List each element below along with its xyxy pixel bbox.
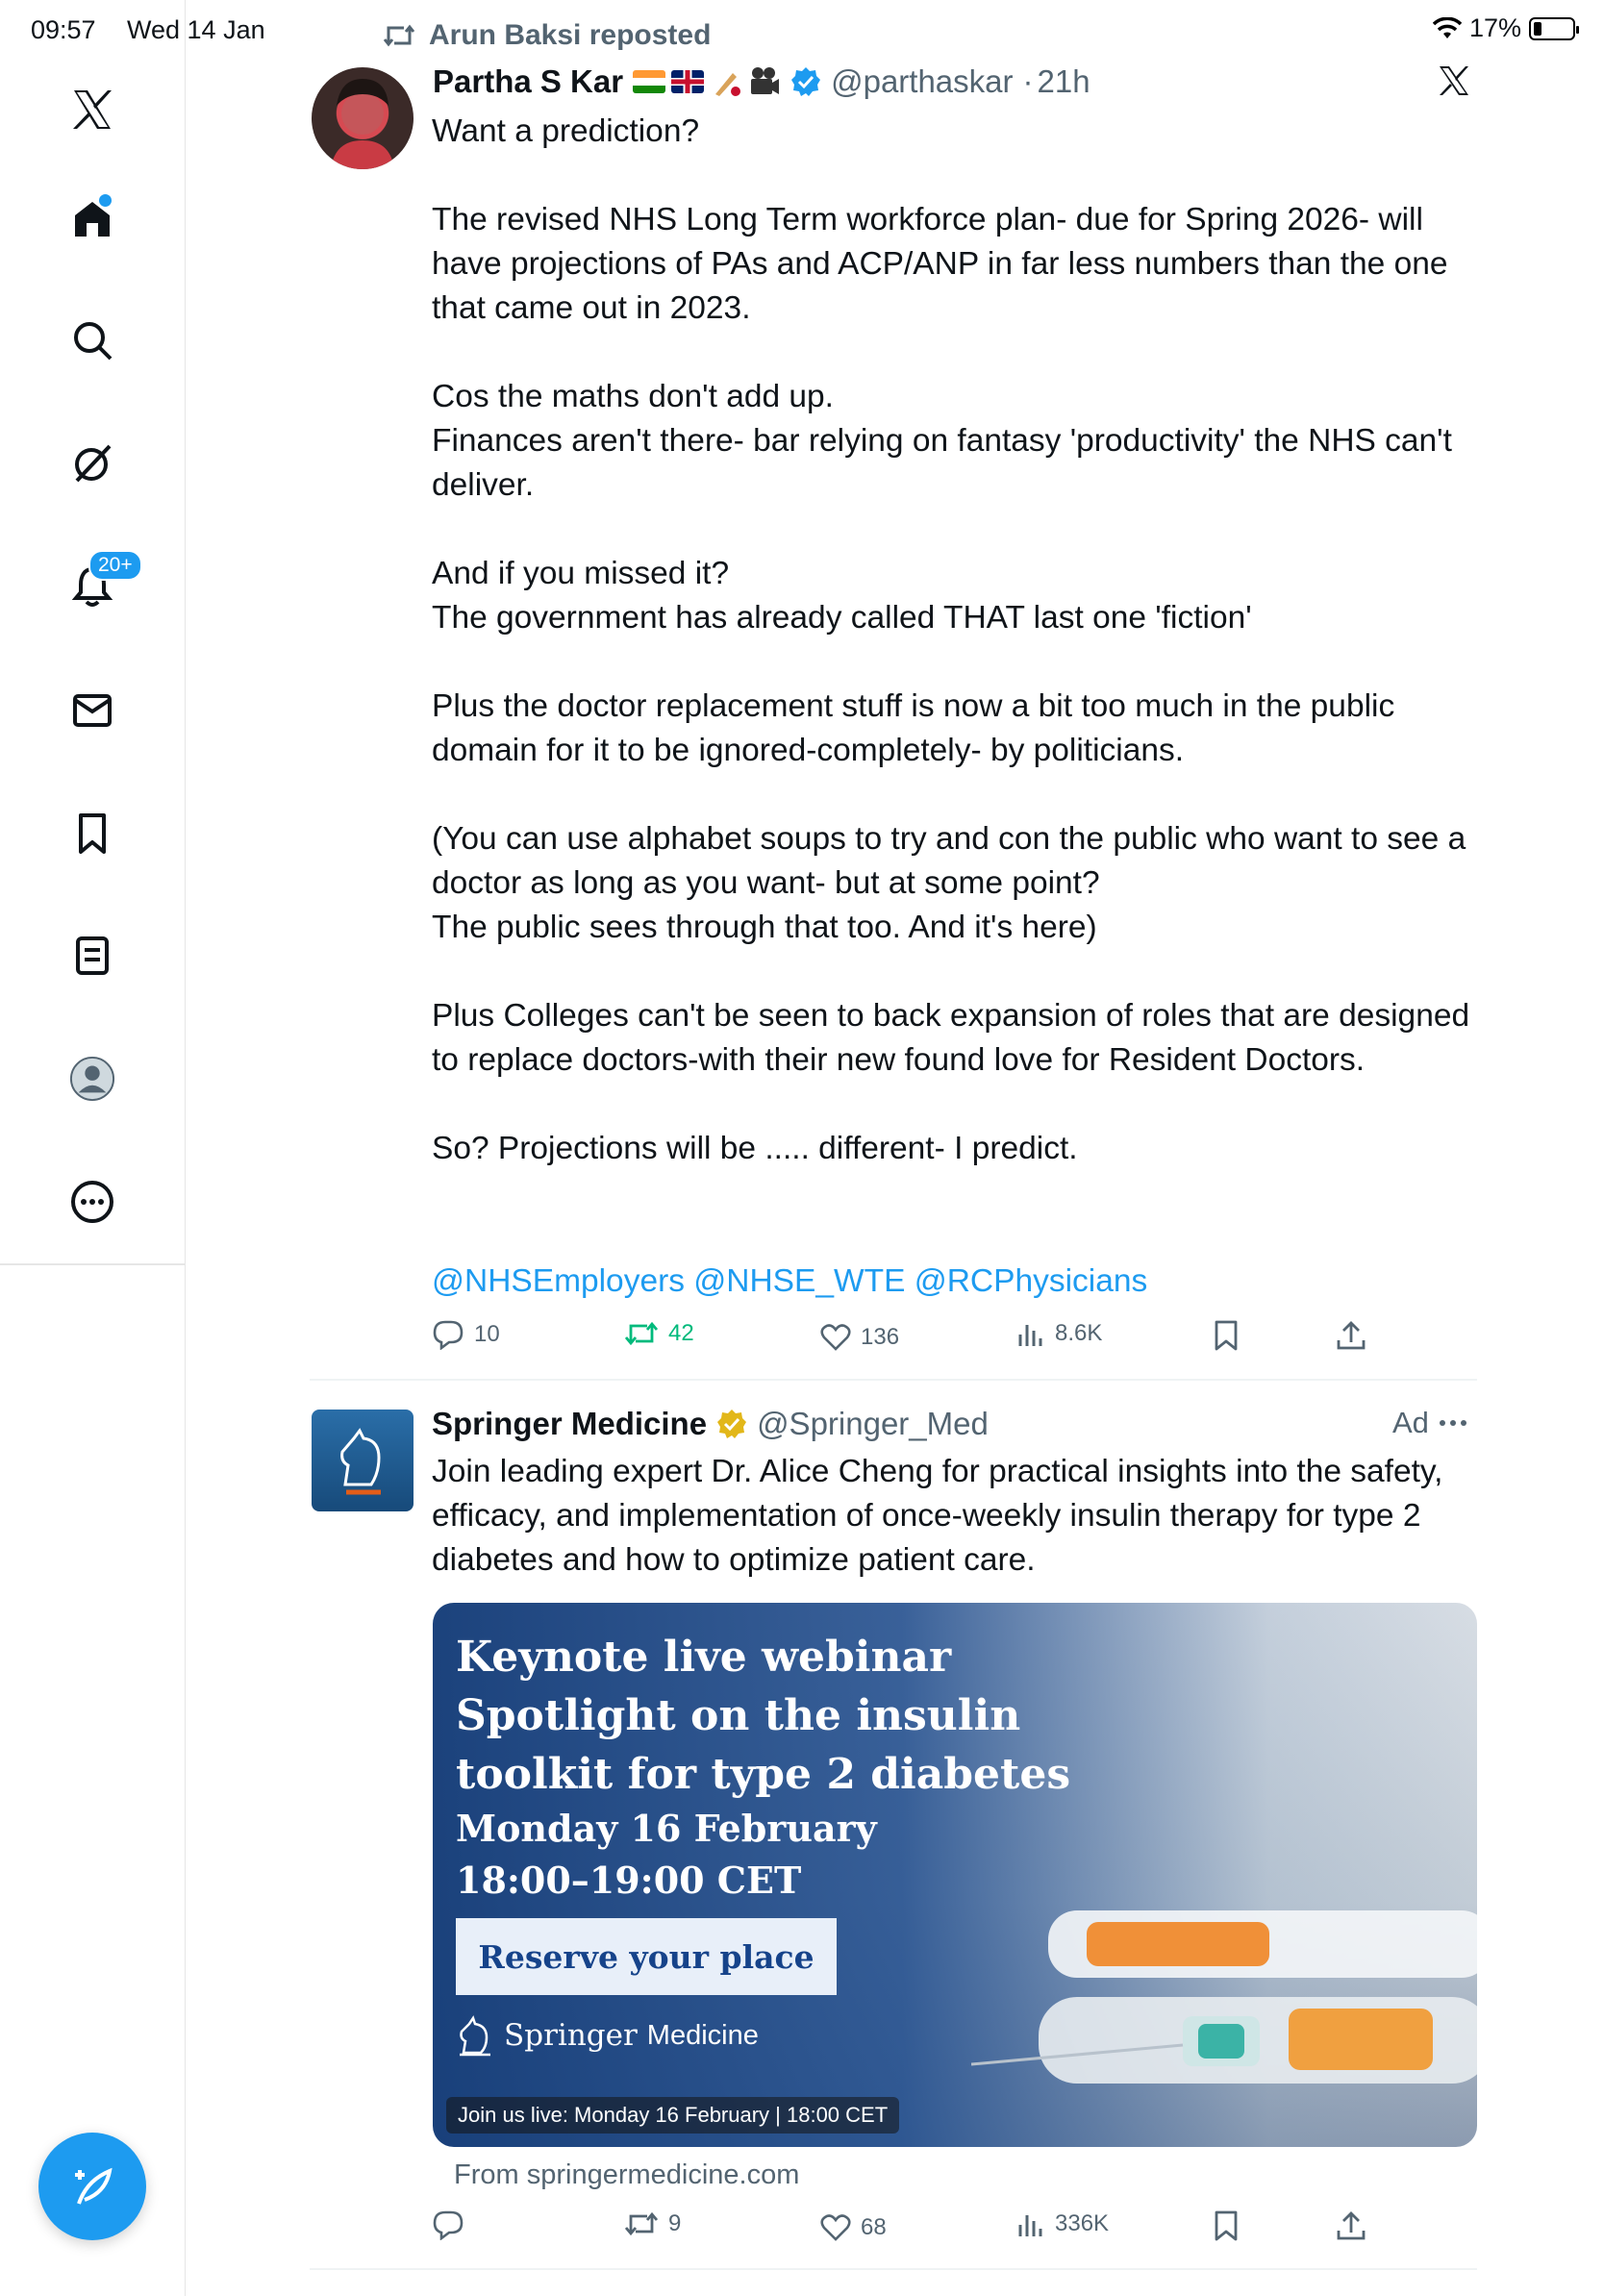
repost-button[interactable] bbox=[624, 1319, 694, 1348]
home-unread-dot bbox=[97, 192, 113, 209]
share-icon bbox=[1336, 2209, 1366, 2242]
card-line-1: Keynote live webinar bbox=[456, 1633, 952, 1682]
ad-action-bar bbox=[432, 2209, 1480, 2256]
profile-icon[interactable] bbox=[69, 1056, 115, 1102]
bookmark-icon bbox=[1212, 1319, 1241, 1352]
cricket-icon bbox=[710, 65, 742, 98]
compose-button[interactable] bbox=[38, 2133, 146, 2240]
repost-count: 42 bbox=[668, 1320, 694, 1346]
ad-media-card[interactable] bbox=[433, 1603, 1477, 2147]
x-logo-icon[interactable] bbox=[69, 87, 115, 133]
battery-percent: 17% bbox=[1468, 13, 1521, 42]
status-bar bbox=[0, 0, 1604, 58]
repost-icon bbox=[383, 22, 415, 49]
reply-icon bbox=[432, 2209, 464, 2240]
card-footer-banner: Join us live: Monday 16 February | 18:00 CET bbox=[446, 2097, 899, 2134]
ad-handle[interactable]: @Springer_Med bbox=[757, 1406, 989, 1441]
ad-like-button[interactable] bbox=[820, 2213, 887, 2242]
repost-icon bbox=[624, 1319, 659, 1348]
card-schedule bbox=[456, 1803, 877, 1907]
sidebar bbox=[0, 0, 186, 2296]
camera-icon bbox=[748, 65, 781, 98]
tweet-action-bar bbox=[432, 1319, 1480, 1365]
ad-avatar[interactable] bbox=[312, 1410, 414, 1511]
grok-icon[interactable] bbox=[69, 440, 115, 487]
views-count: 8.6K bbox=[1055, 1320, 1103, 1346]
ad-bookmark-button[interactable] bbox=[1212, 2209, 1241, 2242]
springer-horse-logo-icon bbox=[456, 2014, 494, 2057]
bookmarks-icon[interactable] bbox=[69, 810, 115, 856]
brand-medicine: Medicine bbox=[646, 2019, 759, 2051]
bookmark-icon bbox=[1212, 2209, 1241, 2242]
brand-springer: Springer bbox=[504, 2018, 638, 2053]
views-icon bbox=[1016, 1319, 1045, 1348]
card-headline bbox=[456, 1628, 1070, 1804]
views-button[interactable] bbox=[1016, 1319, 1102, 1348]
tweet-separator bbox=[310, 1379, 1477, 1381]
ad-label: Ad bbox=[1392, 1406, 1429, 1439]
ad-repost-button[interactable] bbox=[624, 2209, 681, 2238]
share-icon bbox=[1336, 1319, 1366, 1352]
share-button[interactable] bbox=[1336, 1319, 1366, 1352]
heart-icon bbox=[820, 1323, 851, 1352]
search-icon[interactable] bbox=[69, 317, 115, 363]
name-emoji-group bbox=[633, 65, 781, 98]
reply-icon bbox=[432, 1319, 464, 1350]
tweet-header bbox=[433, 63, 1090, 100]
card-brand bbox=[456, 2014, 759, 2057]
ad-author-name[interactable]: Springer Medicine bbox=[432, 1406, 708, 1441]
ad-reply-button[interactable] bbox=[432, 2209, 464, 2240]
date: Wed 14 Jan bbox=[127, 15, 265, 44]
card-line-2: Spotlight on the insulin bbox=[456, 1691, 1021, 1740]
reserve-place-button[interactable]: Reserve your place bbox=[456, 1918, 837, 1995]
reply-button[interactable] bbox=[432, 1319, 500, 1350]
repost-indicator bbox=[383, 19, 711, 52]
compose-feather-icon bbox=[65, 2159, 119, 2213]
tweet-body: Want a prediction? The revised NHS Long Term workforce plan- due for Spring 2026- will have projections of PAs and ACP/ANP in far less numbers than the one that came out in 2023. Cos the maths don't add up. Finances aren't there- bar relying on fantasy 'productivity' the NHS can't deliver. And if you missed it? The government has already called THAT last one 'fiction' Plus the doctor replacement stuff is now a bit too much in the public domain for it to be ignored-completely- by politicians. (You can use alphabet soups to try and con the public who want to see a doctor as long as you want- but at some point? The public sees through that too. And it's here) Plus Colleges can't be seen to back expansion of roles that are designed to replace doctors-with their new found love for Resident Doctors. So? Projections will be ..... different- I predict. bbox=[432, 113, 1470, 1166]
ad-source-link[interactable]: From springermedicine.com bbox=[454, 2159, 800, 2190]
ad-views-count: 336K bbox=[1055, 2210, 1110, 2236]
ad-label-group bbox=[1392, 1406, 1467, 1440]
close-x-icon[interactable] bbox=[1437, 63, 1471, 103]
ad-body: Join leading expert Dr. Alice Cheng for practical insights into the safety, efficacy, and implementation of once-weekly insulin therapy for type 2 diabetes and how to optimize patient care. bbox=[432, 1454, 1443, 1578]
wifi-icon bbox=[1433, 17, 1462, 40]
ad-repost-count: 9 bbox=[668, 2210, 682, 2236]
clock: 09:57 bbox=[31, 15, 96, 44]
like-button[interactable] bbox=[820, 1323, 899, 1352]
india-flag-icon bbox=[633, 70, 665, 93]
author-avatar[interactable] bbox=[312, 67, 414, 169]
tweet-time[interactable]: 21h bbox=[1037, 63, 1090, 99]
sidebar-divider bbox=[0, 1263, 185, 1265]
bookmark-button[interactable] bbox=[1212, 1319, 1241, 1352]
reply-count: 10 bbox=[474, 1321, 500, 1347]
ad-share-button[interactable] bbox=[1336, 2209, 1366, 2242]
uk-flag-icon bbox=[671, 70, 704, 93]
home-icon[interactable] bbox=[69, 194, 115, 240]
messages-icon[interactable] bbox=[69, 686, 115, 733]
author-name[interactable]: Partha S Kar bbox=[433, 63, 624, 99]
card-line-3: toolkit for type 2 diabetes bbox=[456, 1750, 1071, 1799]
verified-badge-icon bbox=[790, 66, 821, 97]
repost-icon bbox=[624, 2209, 659, 2238]
lists-icon[interactable] bbox=[69, 933, 115, 979]
heart-icon bbox=[820, 2213, 851, 2242]
status-right bbox=[1433, 13, 1575, 43]
card-date: Monday 16 February bbox=[456, 1807, 877, 1850]
ad-views-button[interactable] bbox=[1016, 2209, 1109, 2238]
more-options-icon[interactable] bbox=[1439, 1418, 1467, 1428]
ad-separator bbox=[310, 2268, 1477, 2270]
card-time: 18:00–19:00 CET bbox=[456, 1859, 802, 1902]
dot-separator: · bbox=[1022, 63, 1034, 99]
like-count: 136 bbox=[861, 1324, 900, 1350]
springer-horse-logo-icon bbox=[312, 1410, 414, 1511]
tweet-mentions[interactable]: @NHSEmployers @NHSE_WTE @RCPhysicians bbox=[432, 1263, 1148, 1299]
battery-icon bbox=[1529, 17, 1575, 40]
gold-verified-badge-icon bbox=[716, 1409, 747, 1439]
insulin-pen-image bbox=[971, 1853, 1477, 2132]
author-handle[interactable]: @parthaskar bbox=[831, 63, 1014, 99]
ad-header bbox=[432, 1406, 989, 1442]
repost-label: Arun Baksi reposted bbox=[429, 19, 712, 51]
more-icon[interactable] bbox=[69, 1179, 115, 1225]
views-icon bbox=[1016, 2209, 1045, 2238]
notifications-badge: 20+ bbox=[88, 550, 142, 581]
ad-like-count: 68 bbox=[861, 2214, 887, 2240]
notifications-icon[interactable] bbox=[69, 554, 133, 610]
